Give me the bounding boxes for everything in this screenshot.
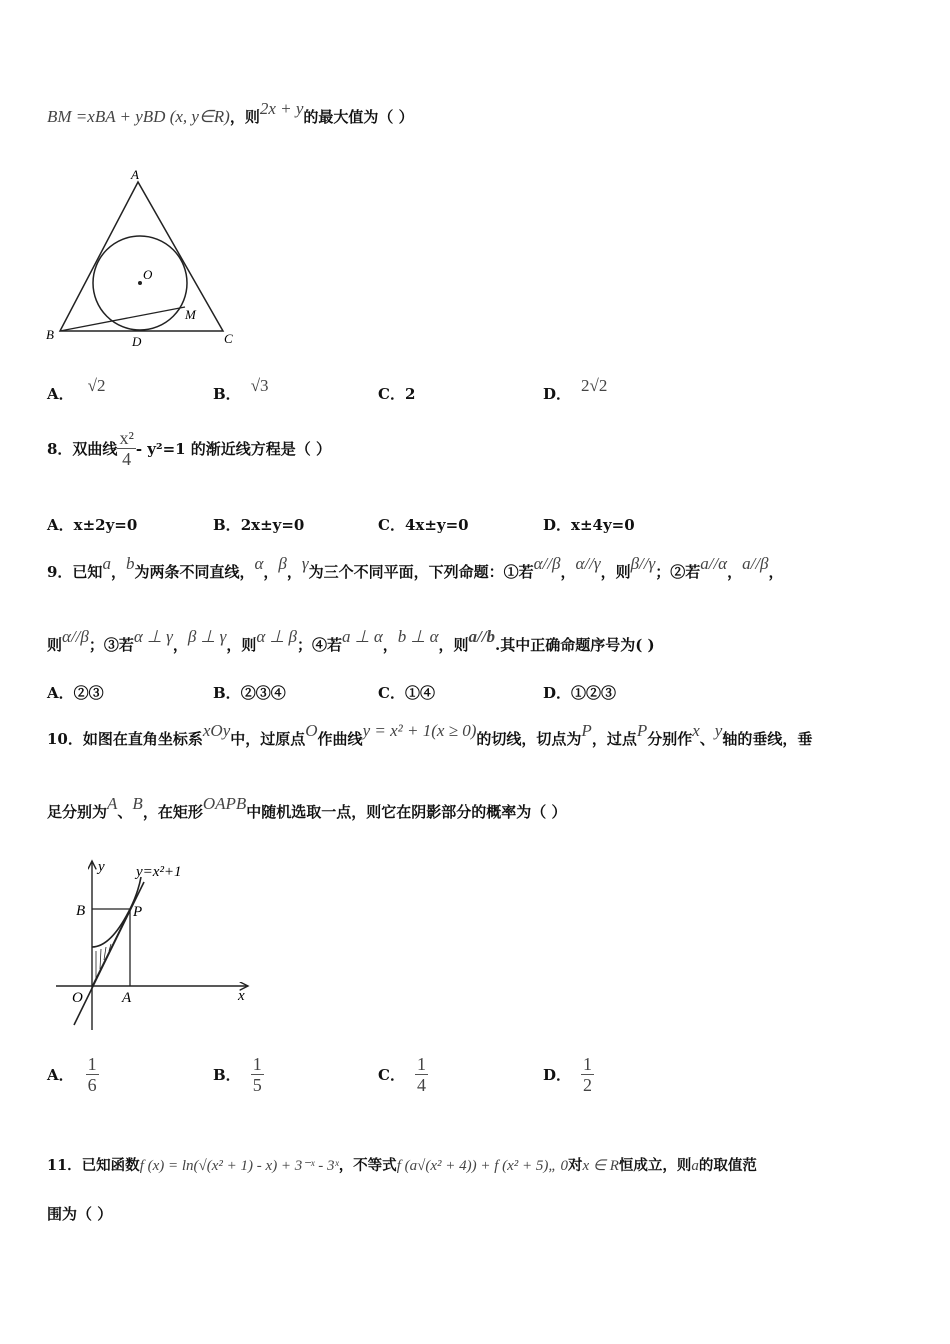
q7-label-D: D (132, 334, 142, 349)
q7-label-M: M (185, 307, 196, 322)
q9-option-b: B．②③④ (213, 684, 286, 702)
q9-option-d: D．①②③ (543, 684, 617, 702)
q10-option-d: D． $\frac{1}{2}$ (543, 1054, 593, 1095)
q8-option-c: C．4x±y=0 (378, 516, 469, 534)
q10-line-1: 10．如图在直角坐标系xOy中，过原点O作曲线y = x² + 1(x ≥ 0)的切线，切点为P，过点P分别作x、y轴的垂线，垂 (47, 721, 813, 748)
q7-expression: 2x + y (259, 99, 304, 118)
q7-triangle-figure (40, 165, 250, 350)
q9-option-c: C．①④ (378, 684, 435, 702)
q7-stem-text: ，则 (229, 108, 260, 126)
q10-option-b: B． $\frac{1}{5}$ (213, 1054, 262, 1095)
q10-label-B: B (76, 903, 86, 919)
q8-fraction: $\frac{\text{x²}}{4}$ (119, 428, 134, 469)
q10-label-curve: y=x²+1 (136, 864, 182, 880)
q8-option-b: B．2x±y=0 (213, 516, 305, 534)
q10-option-c: C． $\frac{1}{4}$ (378, 1054, 426, 1095)
q10-line-2: 足分别为A、B，在矩形OAPB中随机选取一点，则它在阴影部分的概率为（ ） (47, 794, 567, 821)
q7-stem (47, 99, 414, 127)
q7-label-C: C (224, 331, 233, 346)
q7-label-B: B (46, 327, 54, 342)
q11-line-2: 围为（ ） (47, 1205, 113, 1223)
q11-line-1: 11．已知函数f (x) = ln(√(x² + 1) - x) + 3⁻ˣ - 3ˣ，不等式f (a√(x² + 4)) + f (x² + 5)„ 0对x ∈ R恒成立，则a的取值范 (47, 1157, 757, 1174)
q7-option-d: D． 2√2 (543, 376, 608, 403)
q8-stem: 8．双曲线 $\frac{\text{x²}}{4}$ - y²=1 的渐近线方程是（ ） (47, 428, 332, 469)
q7-stem-end: 的最大值为（ ） (303, 108, 414, 126)
q8-option-d: D．x±4y=0 (543, 516, 635, 534)
q7-label-A: A (131, 167, 139, 182)
q10-label-y: y (98, 859, 105, 875)
q10-label-O: O (72, 990, 83, 1006)
q7-option-c: C．2 (378, 385, 416, 403)
q7-option-b: B． √3 (213, 376, 269, 403)
q9-line-1: 9．已知a，b为两条不同直线，α，β，γ为三个不同平面，下列命题：①若α//β，α//γ，则β//γ；②若a//α，a//β， (47, 554, 784, 581)
q9-line-2: 则α//β；③若α ⊥ γ，β ⊥ γ，则α ⊥ β；④若a ⊥ α，b ⊥ α，则a//b.其中正确命题序号为( ) (47, 627, 655, 654)
q7-option-a: A． √2 (47, 376, 106, 403)
q7-label-O: O (143, 267, 153, 282)
q9-option-a: A．②③ (47, 684, 104, 702)
q10-option-a: A． $\frac{1}{6}$ (47, 1054, 97, 1095)
q8-option-a: A．x±2y=0 (47, 516, 138, 534)
q10-label-P: P (133, 904, 143, 920)
q7-vector-equation: BM =xBA + yBD (x, y∈R) (47, 107, 230, 126)
q10-graph-figure (48, 855, 258, 1035)
q10-label-x: x (238, 988, 245, 1004)
q10-label-A: A (122, 990, 132, 1006)
